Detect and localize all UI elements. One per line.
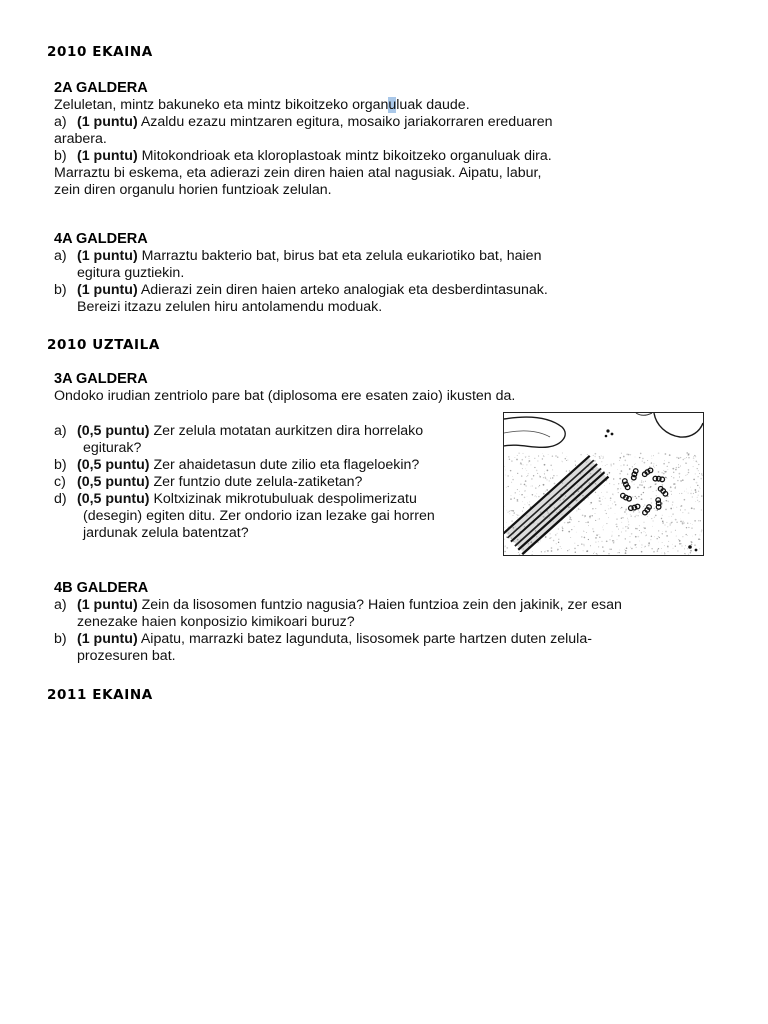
question-title: 4B GALDERA: [54, 580, 149, 596]
question-intro: Ondoko irudian zentriolo pare bat (diplosoma ere esaten zaio) ikusten da.: [54, 388, 516, 404]
item-letter: b): [54, 282, 67, 298]
question-title: 3A GALDERA: [54, 371, 148, 387]
item-text: [77, 457, 474, 474]
item-letter: a): [54, 423, 67, 439]
item-text-line: Zein da lisosomen funtzio nagusia? Haien funtzioa zein den jakinik, zer esan: [137, 597, 622, 613]
points-label: (1 puntu): [77, 148, 138, 164]
item-text: [77, 248, 614, 265]
subquestion-a: [54, 248, 614, 265]
text-cursor-highlight: u: [388, 97, 397, 113]
points-label: (1 puntu): [77, 248, 138, 264]
item-text: [77, 282, 614, 299]
item-text-line: Azaldu ezazu mintzaren egitura, mosaiko jariakorraren ereduaren: [137, 114, 553, 130]
section-header-2010-ekaina: 2010 EKAINA: [47, 44, 153, 60]
intro-text: Zeluletan, mintz bakuneko eta mintz bikoitzeko organ: [54, 97, 389, 113]
item-continuation: egiturak?: [83, 440, 142, 456]
item-continuation: Bereizi itzazu zelulen hiru antolamendu moduak.: [77, 299, 383, 315]
centriole-micrograph: [503, 412, 704, 556]
question-3a-items: [54, 423, 474, 542]
item-text-line: Koltxizinak mikrotubuluak despolimerizatu: [149, 491, 417, 507]
item-continuation: Marraztu bi eskema, eta adierazi zein diren haien atal nagusiak. Aipatu, labur,: [54, 165, 542, 181]
item-letter: b): [54, 148, 67, 164]
item-continuation: zein diren organulu horien funtzioak zelulan.: [54, 182, 332, 198]
question-title: 2A GALDERA: [54, 80, 148, 96]
intro-text-end: luak daude.: [396, 97, 470, 113]
question-4a: [54, 231, 614, 316]
points-label: (1 puntu): [77, 631, 138, 647]
item-text: [77, 148, 614, 165]
points-label: (0,5 puntu): [77, 491, 150, 507]
points-label: (0,5 puntu): [77, 457, 150, 473]
item-text-line: Zer zelula motatan aurkitzen dira horrelako: [149, 423, 424, 439]
item-text-line: Mitokondrioak eta kloroplastoak mintz bikoitzeko organuluak dira.: [137, 148, 552, 164]
section-header-2010-uztaila: 2010 UZTAILA: [47, 337, 160, 353]
section-header-2011-ekaina: 2011 EKAINA: [47, 687, 153, 703]
item-letter: a): [54, 114, 67, 130]
item-text: [77, 474, 474, 491]
points-label: (1 puntu): [77, 282, 138, 298]
question-2a: [54, 80, 614, 199]
item-text-line: Zer ahaidetasun dute zilio eta flageloekin?: [149, 457, 420, 473]
item-text-line: Zer funtzio dute zelula-zatiketan?: [149, 474, 363, 490]
question-3a: [54, 371, 584, 405]
points-label: (1 puntu): [77, 597, 138, 613]
item-text: [77, 423, 474, 440]
item-continuation: egitura guztiekin.: [77, 265, 185, 281]
item-continuation: (desegin) egiten ditu. Zer ondorio izan lezake gai horren: [83, 508, 435, 524]
question-intro: [54, 97, 614, 114]
subquestion-a: [54, 114, 614, 131]
points-label: (0,5 puntu): [77, 474, 150, 490]
item-continuation: prozesuren bat.: [77, 648, 176, 664]
item-text: [77, 114, 614, 131]
item-letter: b): [54, 457, 67, 473]
item-continuation: arabera.: [54, 131, 107, 147]
subquestion-b: [54, 631, 679, 648]
points-label: (1 puntu): [77, 114, 138, 130]
item-continuation: zenezake haien konposizio kimikoari buruz?: [77, 614, 355, 630]
subquestion-a: [54, 597, 679, 614]
question-title: 4A GALDERA: [54, 231, 148, 247]
subquestion-c: [54, 474, 474, 491]
subquestion-d: [54, 491, 474, 508]
item-letter: b): [54, 631, 67, 647]
subquestion-b: [54, 457, 474, 474]
micrograph-image: [504, 413, 703, 555]
item-letter: a): [54, 597, 67, 613]
item-text-line: Aipatu, marrazki batez lagunduta, lisosomek parte hartzen duten zelula-: [137, 631, 592, 647]
item-text: [77, 597, 679, 614]
subquestion-a: [54, 423, 474, 440]
item-continuation: jardunak zelula batentzat?: [83, 525, 249, 541]
item-text-line: Marraztu bakterio bat, birus bat eta zelula eukariotiko bat, haien: [137, 248, 542, 264]
item-letter: c): [54, 474, 66, 490]
subquestion-b: [54, 282, 614, 299]
item-letter: d): [54, 491, 67, 507]
item-letter: a): [54, 248, 67, 264]
question-4b: [54, 580, 679, 665]
item-text-line: Adierazi zein diren haien arteko analogiak eta desberdintasunak.: [137, 282, 548, 298]
points-label: (0,5 puntu): [77, 423, 150, 439]
subquestion-b: [54, 148, 614, 165]
item-text: [77, 491, 474, 508]
item-text: [77, 631, 679, 648]
